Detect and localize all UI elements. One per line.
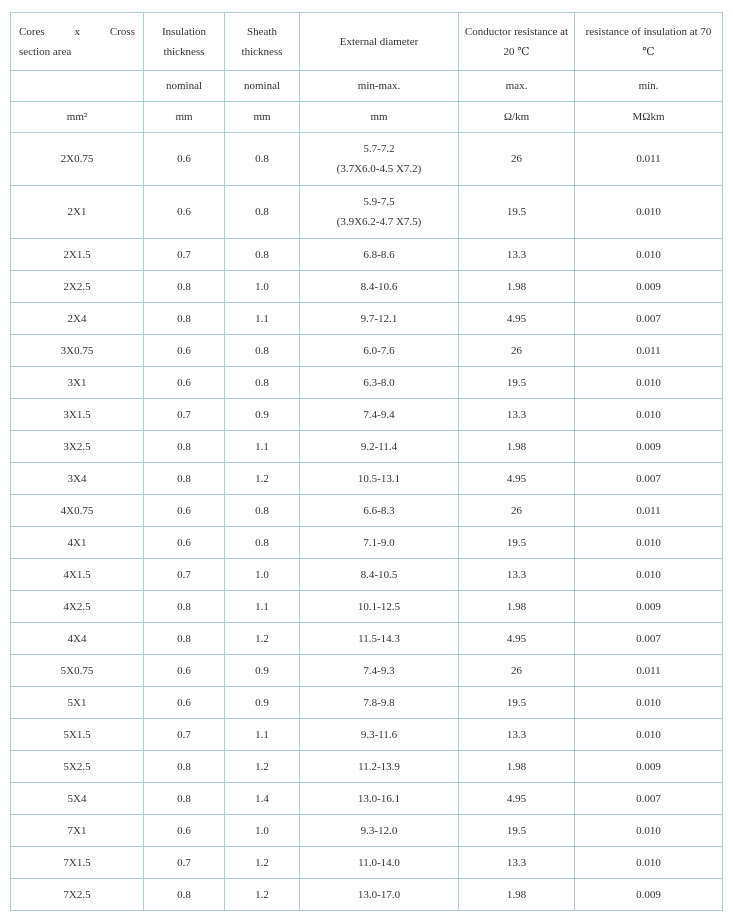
- header-cores-word: Cores: [19, 25, 45, 38]
- table-row: [11, 431, 723, 463]
- unit-cell: MΩkm: [575, 102, 723, 133]
- insulation-resistance-cell: 0.007: [575, 303, 723, 335]
- sheath-thickness-cell: 0.8: [225, 186, 300, 239]
- external-diameter-cell: 6.0-7.6: [300, 335, 459, 367]
- external-diameter-cell: [300, 186, 459, 239]
- insulation-resistance-cell: 0.009: [575, 879, 723, 911]
- external-diameter-flat-range: (3.7X6.0-4.5 X7.2): [336, 163, 422, 175]
- sheath-thickness-cell: 0.9: [225, 399, 300, 431]
- sheath-thickness-cell: 1.1: [225, 431, 300, 463]
- external-diameter-range: 5.9-7.5: [363, 196, 395, 208]
- sheath-thickness-cell: 1.2: [225, 879, 300, 911]
- core-cross-section-cell: 4X1.5: [11, 559, 144, 591]
- insulation-thickness-cell: 0.6: [144, 133, 225, 186]
- insulation-resistance-cell: 0.007: [575, 463, 723, 495]
- table-row: [11, 847, 723, 879]
- unit-cell: Ω/km: [459, 102, 575, 133]
- sheath-thickness-cell: 0.8: [225, 495, 300, 527]
- cable-spec-table-container: [10, 12, 723, 911]
- insulation-thickness-cell: 0.6: [144, 527, 225, 559]
- insulation-resistance-cell: 0.010: [575, 239, 723, 271]
- table-row: [11, 719, 723, 751]
- sheath-thickness-cell: 0.8: [225, 367, 300, 399]
- header-sheath-thickness: Sheath thickness: [225, 13, 300, 71]
- table-row: [11, 399, 723, 431]
- core-cross-section-cell: 5X1: [11, 687, 144, 719]
- insulation-thickness-cell: 0.8: [144, 303, 225, 335]
- sheath-thickness-cell: 0.8: [225, 239, 300, 271]
- external-diameter-cell: 8.4-10.6: [300, 271, 459, 303]
- insulation-resistance-cell: 0.009: [575, 271, 723, 303]
- conductor-resistance-cell: 26: [459, 655, 575, 687]
- core-cross-section-cell: 3X1.5: [11, 399, 144, 431]
- conductor-resistance-cell: 13.3: [459, 559, 575, 591]
- table-row: [11, 591, 723, 623]
- insulation-thickness-cell: 0.7: [144, 559, 225, 591]
- insulation-resistance-cell: 0.010: [575, 527, 723, 559]
- insulation-resistance-cell: 0.010: [575, 186, 723, 239]
- external-diameter-cell: 7.8-9.8: [300, 687, 459, 719]
- insulation-resistance-cell: 0.009: [575, 591, 723, 623]
- insulation-resistance-cell: 0.010: [575, 687, 723, 719]
- conductor-resistance-cell: 1.98: [459, 591, 575, 623]
- insulation-thickness-cell: 0.8: [144, 463, 225, 495]
- sheath-thickness-cell: 0.8: [225, 335, 300, 367]
- core-cross-section-cell: 5X1.5: [11, 719, 144, 751]
- insulation-resistance-cell: 0.010: [575, 367, 723, 399]
- sheath-thickness-cell: 1.2: [225, 623, 300, 655]
- table-row: [11, 186, 723, 239]
- conductor-resistance-cell: 4.95: [459, 623, 575, 655]
- conductor-resistance-cell: 26: [459, 495, 575, 527]
- table-row: [11, 271, 723, 303]
- external-diameter-flat-range: (3.9X6.2-4.7 X7.5): [336, 216, 422, 228]
- qualifier-cell: [11, 71, 144, 102]
- core-cross-section-cell: 7X1: [11, 815, 144, 847]
- insulation-resistance-cell: 0.007: [575, 623, 723, 655]
- conductor-resistance-cell: 1.98: [459, 271, 575, 303]
- insulation-thickness-cell: 0.6: [144, 655, 225, 687]
- conductor-resistance-cell: 1.98: [459, 431, 575, 463]
- table-row: [11, 495, 723, 527]
- header-external-diameter: External diameter: [300, 13, 459, 71]
- core-cross-section-cell: 2X1: [11, 186, 144, 239]
- insulation-resistance-cell: 0.010: [575, 559, 723, 591]
- header-cross-word: Cross: [109, 25, 135, 38]
- external-diameter-cell: 11.0-14.0: [300, 847, 459, 879]
- insulation-resistance-cell: 0.010: [575, 815, 723, 847]
- insulation-thickness-cell: 0.8: [144, 431, 225, 463]
- conductor-resistance-cell: 4.95: [459, 783, 575, 815]
- unit-row: [11, 102, 723, 133]
- external-diameter-cell: 11.5-14.3: [300, 623, 459, 655]
- qualifier-cell: min.: [575, 71, 723, 102]
- conductor-resistance-cell: 26: [459, 133, 575, 186]
- conductor-resistance-cell: 19.5: [459, 186, 575, 239]
- table-row: [11, 687, 723, 719]
- external-diameter-cell: 9.3-11.6: [300, 719, 459, 751]
- external-diameter-cell: 13.0-16.1: [300, 783, 459, 815]
- table-row: [11, 527, 723, 559]
- table-row: [11, 335, 723, 367]
- core-cross-section-cell: 3X0.75: [11, 335, 144, 367]
- external-diameter-cell: 7.1-9.0: [300, 527, 459, 559]
- external-diameter-cell: 7.4-9.3: [300, 655, 459, 687]
- conductor-resistance-cell: 19.5: [459, 527, 575, 559]
- sheath-thickness-cell: 0.9: [225, 655, 300, 687]
- insulation-resistance-cell: 0.010: [575, 719, 723, 751]
- unit-cell: mm: [300, 102, 459, 133]
- insulation-thickness-cell: 0.8: [144, 623, 225, 655]
- unit-cell: mm: [144, 102, 225, 133]
- table-row: [11, 751, 723, 783]
- insulation-thickness-cell: 0.7: [144, 847, 225, 879]
- header-row: [11, 13, 723, 71]
- insulation-thickness-cell: 0.6: [144, 687, 225, 719]
- core-cross-section-cell: 3X1: [11, 367, 144, 399]
- external-diameter-cell: 6.8-8.6: [300, 239, 459, 271]
- external-diameter-cell: 9.3-12.0: [300, 815, 459, 847]
- qualifier-row: [11, 71, 723, 102]
- sheath-thickness-cell: 1.2: [225, 847, 300, 879]
- core-cross-section-cell: 2X0.75: [11, 133, 144, 186]
- qualifier-cell: min-max.: [300, 71, 459, 102]
- core-cross-section-cell: 7X1.5: [11, 847, 144, 879]
- conductor-resistance-cell: 4.95: [459, 463, 575, 495]
- qualifier-cell: max.: [459, 71, 575, 102]
- insulation-resistance-cell: 0.011: [575, 133, 723, 186]
- cable-spec-table: [10, 12, 723, 911]
- external-diameter-cell: 8.4-10.5: [300, 559, 459, 591]
- conductor-resistance-cell: 19.5: [459, 815, 575, 847]
- insulation-thickness-cell: 0.8: [144, 591, 225, 623]
- insulation-resistance-cell: 0.009: [575, 751, 723, 783]
- conductor-resistance-cell: 13.3: [459, 847, 575, 879]
- qualifier-cell: nominal: [225, 71, 300, 102]
- external-diameter-cell: 11.2-13.9: [300, 751, 459, 783]
- conductor-resistance-cell: 13.3: [459, 719, 575, 751]
- table-row: [11, 559, 723, 591]
- insulation-thickness-cell: 0.6: [144, 335, 225, 367]
- conductor-resistance-cell: 1.98: [459, 879, 575, 911]
- core-cross-section-cell: 5X0.75: [11, 655, 144, 687]
- insulation-thickness-cell: 0.6: [144, 815, 225, 847]
- insulation-thickness-cell: 0.8: [144, 751, 225, 783]
- sheath-thickness-cell: 1.2: [225, 751, 300, 783]
- header-conductor-resistance: Conductor resistance at 20 ℃: [459, 13, 575, 71]
- core-cross-section-cell: 4X4: [11, 623, 144, 655]
- insulation-thickness-cell: 0.6: [144, 186, 225, 239]
- core-cross-section-cell: 3X2.5: [11, 431, 144, 463]
- insulation-thickness-cell: 0.7: [144, 239, 225, 271]
- conductor-resistance-cell: 1.98: [459, 751, 575, 783]
- table-row: [11, 239, 723, 271]
- insulation-resistance-cell: 0.010: [575, 399, 723, 431]
- core-cross-section-cell: 5X4: [11, 783, 144, 815]
- insulation-thickness-cell: 0.8: [144, 879, 225, 911]
- conductor-resistance-cell: 19.5: [459, 687, 575, 719]
- conductor-resistance-cell: 19.5: [459, 367, 575, 399]
- sheath-thickness-cell: 1.0: [225, 815, 300, 847]
- core-cross-section-cell: 4X1: [11, 527, 144, 559]
- table-row: [11, 367, 723, 399]
- core-cross-section-cell: 2X4: [11, 303, 144, 335]
- insulation-thickness-cell: 0.8: [144, 271, 225, 303]
- external-diameter-cell: 10.1-12.5: [300, 591, 459, 623]
- core-cross-section-cell: 2X2.5: [11, 271, 144, 303]
- sheath-thickness-cell: 1.0: [225, 271, 300, 303]
- sheath-thickness-cell: 1.1: [225, 591, 300, 623]
- core-cross-section-cell: 7X2.5: [11, 879, 144, 911]
- sheath-thickness-cell: 1.1: [225, 303, 300, 335]
- external-diameter-cell: 7.4-9.4: [300, 399, 459, 431]
- insulation-thickness-cell: 0.7: [144, 399, 225, 431]
- sheath-thickness-cell: 0.9: [225, 687, 300, 719]
- core-cross-section-cell: 4X2.5: [11, 591, 144, 623]
- insulation-resistance-cell: 0.011: [575, 655, 723, 687]
- insulation-resistance-cell: 0.007: [575, 783, 723, 815]
- table-row: [11, 879, 723, 911]
- insulation-resistance-cell: 0.011: [575, 495, 723, 527]
- table-row: [11, 133, 723, 186]
- insulation-resistance-cell: 0.011: [575, 335, 723, 367]
- core-cross-section-cell: 4X0.75: [11, 495, 144, 527]
- external-diameter-cell: 9.7-12.1: [300, 303, 459, 335]
- external-diameter-cell: 13.0-17.0: [300, 879, 459, 911]
- header-insulation-resistance: resistance of insulation at 70 ℃: [575, 13, 723, 71]
- conductor-resistance-cell: 26: [459, 335, 575, 367]
- insulation-thickness-cell: 0.6: [144, 495, 225, 527]
- sheath-thickness-cell: 0.8: [225, 133, 300, 186]
- core-cross-section-cell: 2X1.5: [11, 239, 144, 271]
- sheath-thickness-cell: 1.4: [225, 783, 300, 815]
- external-diameter-cell: 9.2-11.4: [300, 431, 459, 463]
- conductor-resistance-cell: 4.95: [459, 303, 575, 335]
- insulation-thickness-cell: 0.6: [144, 367, 225, 399]
- header-cores-cross-section: [11, 13, 144, 71]
- table-row: [11, 463, 723, 495]
- sheath-thickness-cell: 1.0: [225, 559, 300, 591]
- header-x-word: x: [74, 25, 81, 38]
- table-row: [11, 303, 723, 335]
- insulation-thickness-cell: 0.7: [144, 719, 225, 751]
- external-diameter-cell: 6.3-8.0: [300, 367, 459, 399]
- external-diameter-cell: [300, 133, 459, 186]
- unit-cell: mm: [225, 102, 300, 133]
- external-diameter-range: 5.7-7.2: [363, 143, 395, 155]
- insulation-resistance-cell: 0.010: [575, 847, 723, 879]
- sheath-thickness-cell: 0.8: [225, 527, 300, 559]
- table-row: [11, 655, 723, 687]
- header-section-area: section area: [19, 45, 72, 58]
- external-diameter-cell: 10.5-13.1: [300, 463, 459, 495]
- sheath-thickness-cell: 1.2: [225, 463, 300, 495]
- insulation-resistance-cell: 0.009: [575, 431, 723, 463]
- conductor-resistance-cell: 13.3: [459, 239, 575, 271]
- core-cross-section-cell: 3X4: [11, 463, 144, 495]
- table-row: [11, 623, 723, 655]
- external-diameter-cell: 6.6-8.3: [300, 495, 459, 527]
- unit-cell: mm²: [11, 102, 144, 133]
- table-row: [11, 783, 723, 815]
- sheath-thickness-cell: 1.1: [225, 719, 300, 751]
- insulation-thickness-cell: 0.8: [144, 783, 225, 815]
- core-cross-section-cell: 5X2.5: [11, 751, 144, 783]
- conductor-resistance-cell: 13.3: [459, 399, 575, 431]
- qualifier-cell: nominal: [144, 71, 225, 102]
- header-insulation-thickness: Insulation thickness: [144, 13, 225, 71]
- table-row: [11, 815, 723, 847]
